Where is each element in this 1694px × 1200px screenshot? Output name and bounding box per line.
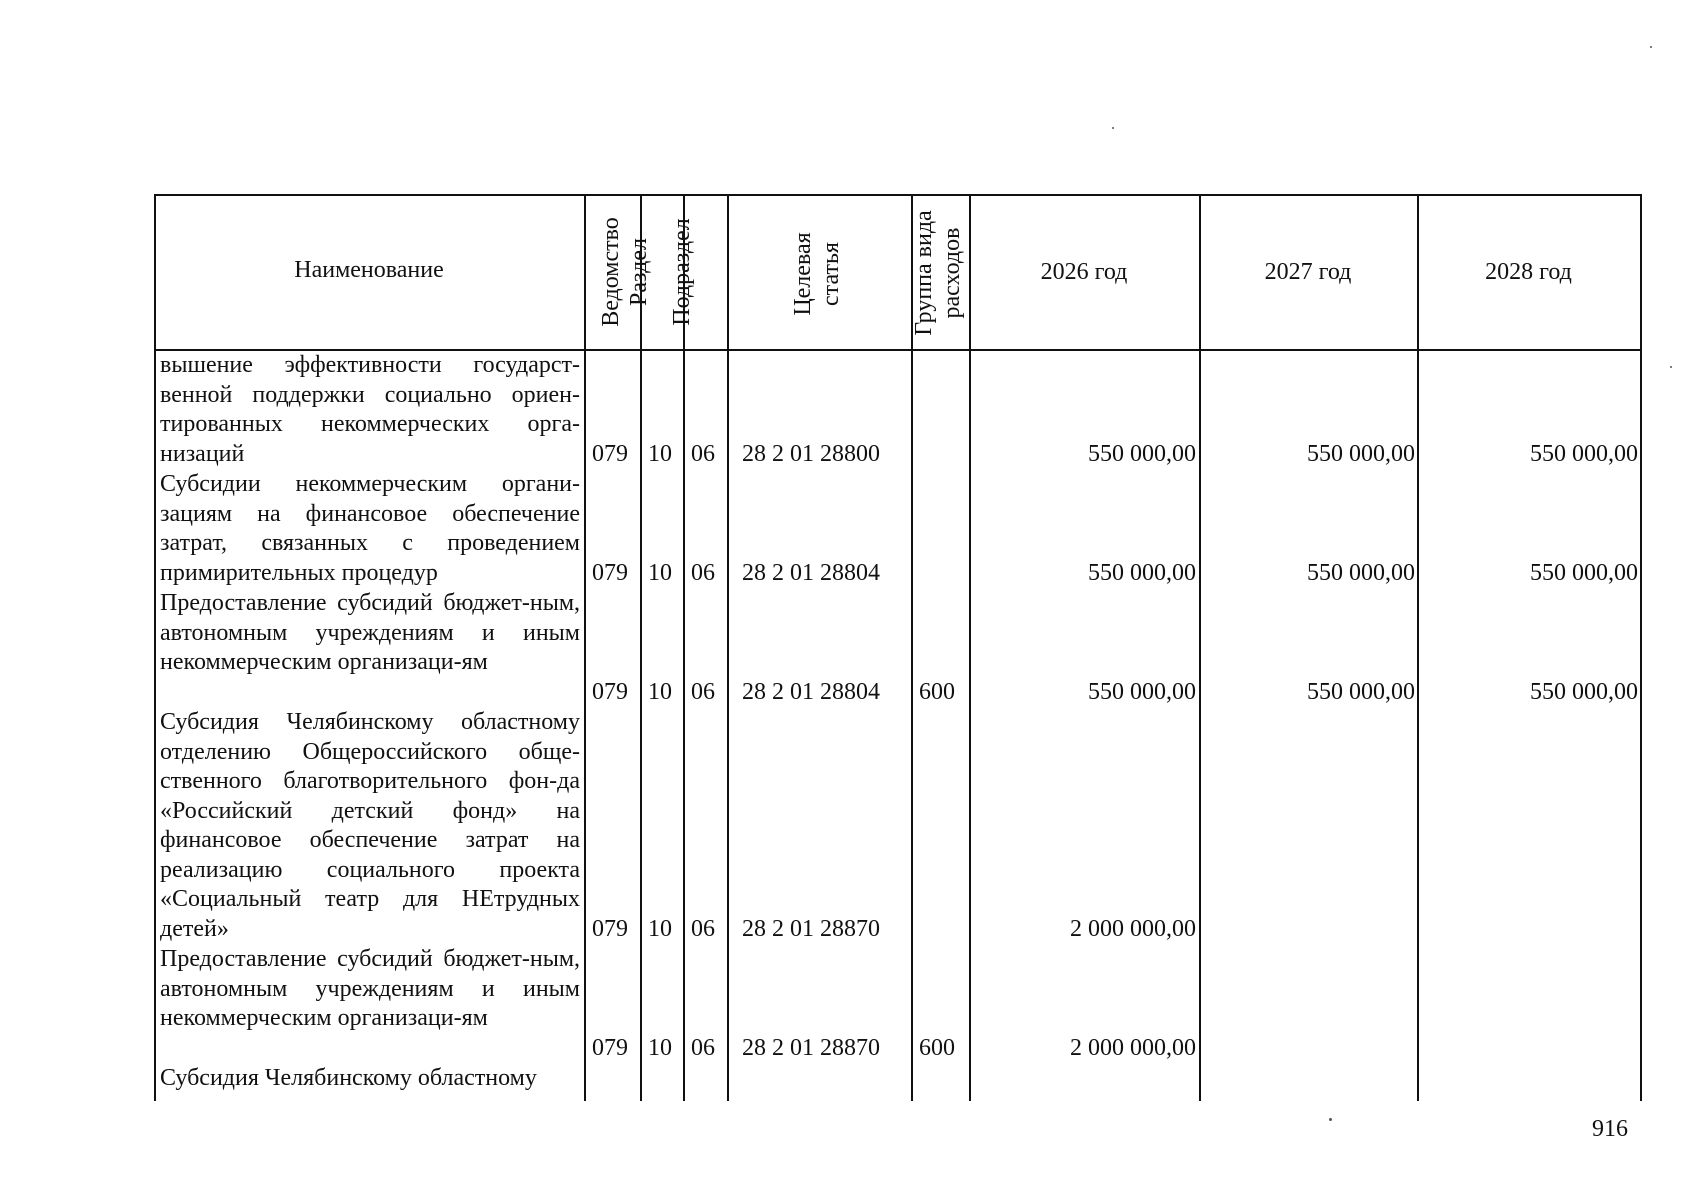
header-target-article xyxy=(789,199,849,349)
header-department: Ведомство xyxy=(598,217,624,327)
header-target-article-line1: Целевая xyxy=(790,232,816,316)
header-year-2028: 2028 год xyxy=(1485,259,1572,285)
header-expense-group xyxy=(910,193,970,353)
row-3-2027: 550 000,00 xyxy=(1307,679,1415,705)
row-2-department: 079 xyxy=(592,560,628,586)
header-target-article-line2: статья xyxy=(818,242,844,306)
row-3-department: 079 xyxy=(592,679,628,705)
row-4-2026: 2 000 000,00 xyxy=(1070,916,1196,942)
header-year-2027: 2027 год xyxy=(1264,259,1352,285)
row-5-name: Предоставление субсидий бюджет-ным, автономным учреждениям и иным некоммерческим организаци-ям xyxy=(160,946,580,1031)
row-1-section: 10 xyxy=(648,441,672,467)
row-3-target: 28 2 01 28804 xyxy=(742,679,880,705)
row-3-section: 10 xyxy=(648,679,672,705)
header-expense-group-line2: расходов xyxy=(939,227,965,319)
row-3-name: Предоставление субсидий бюджет-ным, автономным учреждениям и иным некоммерческим организаци-ям xyxy=(160,590,580,675)
row-1-subsection: 06 xyxy=(691,441,715,467)
row-6-name: Субсидия Челябинскому областному xyxy=(160,1065,537,1091)
row-5-group: 600 xyxy=(919,1035,955,1061)
row-1-target: 28 2 01 28800 xyxy=(742,441,880,467)
row-5-target: 28 2 01 28870 xyxy=(742,1035,880,1061)
row-1-2027: 550 000,00 xyxy=(1307,441,1415,467)
row-2-name: Субсидии некоммерческим органи-зациям на финансовое обеспечение затрат, связанных с проведением примирительных процедур xyxy=(160,471,580,586)
row-4-target: 28 2 01 28870 xyxy=(742,916,880,942)
row-2-2027: 550 000,00 xyxy=(1307,560,1415,586)
row-3-2026: 550 000,00 xyxy=(1088,679,1196,705)
row-4-department: 079 xyxy=(592,916,628,942)
row-2-2026: 550 000,00 xyxy=(1088,560,1196,586)
row-1-name: вышение эффективности государст-венной поддержки социально ориен-тированных некоммерческих орга-низаций xyxy=(160,352,580,467)
row-1-2026: 550 000,00 xyxy=(1088,441,1196,467)
scan-speck xyxy=(1670,366,1672,368)
header-section: Раздел xyxy=(626,238,652,306)
header-name: Наименование xyxy=(294,257,444,283)
row-5-2026: 2 000 000,00 xyxy=(1070,1035,1196,1061)
header-subsection: Подраздел xyxy=(669,218,695,326)
row-4-name: Субсидия Челябинскому областному отделению Общероссийского обще-ственного благотворительного фон-да «Российский детский фонд» на финансовое обеспечение затрат на реализацию социального проекта «Социальный театр для НЕтрудных детей» xyxy=(160,709,580,942)
scan-speck xyxy=(1329,1118,1332,1121)
row-2-target: 28 2 01 28804 xyxy=(742,560,880,586)
row-4-section: 10 xyxy=(648,916,672,942)
row-2-2028: 550 000,00 xyxy=(1530,560,1638,586)
row-4-subsection: 06 xyxy=(691,916,715,942)
header-expense-group-line1: Группа вида xyxy=(911,210,937,336)
row-2-subsection: 06 xyxy=(691,560,715,586)
page-number: 916 xyxy=(1592,1116,1628,1142)
row-3-group: 600 xyxy=(919,679,955,705)
row-3-2028: 550 000,00 xyxy=(1530,679,1638,705)
scan-speck xyxy=(1650,46,1652,48)
row-5-department: 079 xyxy=(592,1035,628,1061)
row-1-department: 079 xyxy=(592,441,628,467)
header-year-2026: 2026 год xyxy=(1040,259,1128,285)
scan-speck xyxy=(1112,127,1114,129)
row-5-section: 10 xyxy=(648,1035,672,1061)
row-2-section: 10 xyxy=(648,560,672,586)
row-1-2028: 550 000,00 xyxy=(1530,441,1638,467)
row-3-subsection: 06 xyxy=(691,679,715,705)
row-5-subsection: 06 xyxy=(691,1035,715,1061)
